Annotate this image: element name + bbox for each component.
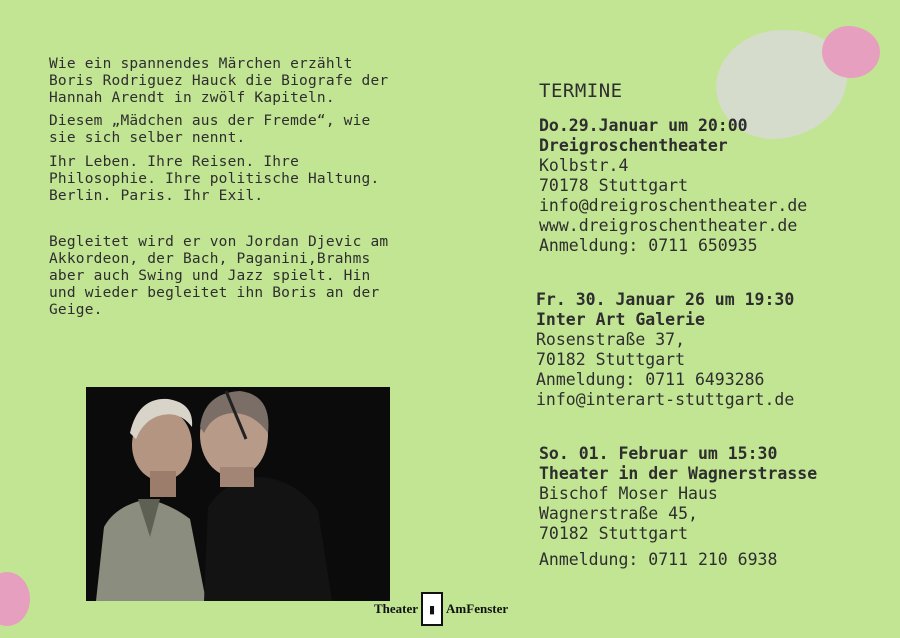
event-venue: Inter Art Galerie [536,310,705,329]
event-address-line: Rosenstraße 37, [536,330,686,349]
event-address-line: Bischof Moser Haus [539,484,718,503]
event-phone: Anmeldung: 0711 210 6938 [539,550,778,569]
intro-text [49,56,469,325]
termine-section [536,80,894,570]
event-website: www.dreigroschentheater.de [539,216,798,235]
event-block [539,116,894,256]
intro-paragraph-1: Wie ein spannendes Märchen erzählt Boris Rodriguez Hauck die Biografe der Hannah Arendt in zwölf Kapiteln. [49,56,389,106]
intro-paragraph-3: Ihr Leben. Ihre Reisen. Ihre Philosophie. Ihre politische Haltung. Berlin. Paris. Ihr Exil. [49,153,380,204]
logo-left-text: Theater [374,601,419,616]
decorative-pink-blob-top [822,26,880,78]
event-block [536,290,894,410]
intro-paragraph-2: Diesem „Mädchen aus der Fremde“, wie sie sich selber nennt. [49,113,371,147]
event-email: info@interart-stuttgart.de [536,390,795,409]
event-address-line: Kolbstr.4 [539,156,629,175]
event-block [539,444,894,570]
event-date: Do.29.Januar um 20:00 [539,116,748,135]
theater-am-fenster-logo [374,592,508,626]
performers-photo [86,387,390,601]
event-address-line: Wagnerstraße 45, [539,504,698,523]
event-venue: Theater in der Wagnerstrasse [539,464,818,483]
event-phone: Anmeldung: 0711 6493286 [536,370,765,389]
decorative-pink-blob-bottom [0,572,30,626]
event-address-line: 70182 Stuttgart [536,350,686,369]
logo-mark-icon: ▮ [421,592,443,626]
event-address-line: 70182 Stuttgart [539,524,689,543]
intro-paragraph-4: Begleitet wird er von Jordan Djevic am Akkordeon, der Bach, Paganini,Brahms aber auch Swing und Jazz spielt. Hin und wieder begleitet ihn Boris an der Geige. [49,234,389,318]
termine-title: TERMINE [539,80,623,102]
event-phone: Anmeldung: 0711 650935 [539,236,758,255]
event-address-line: 70178 Stuttgart [539,176,689,195]
logo-right-text: AmFenster [446,601,509,616]
event-date: So. 01. Februar um 15:30 [539,444,778,463]
event-date: Fr. 30. Januar 26 um 19:30 [536,290,795,309]
event-venue: Dreigroschentheater [539,136,728,155]
event-email: info@dreigroschentheater.de [539,196,808,215]
